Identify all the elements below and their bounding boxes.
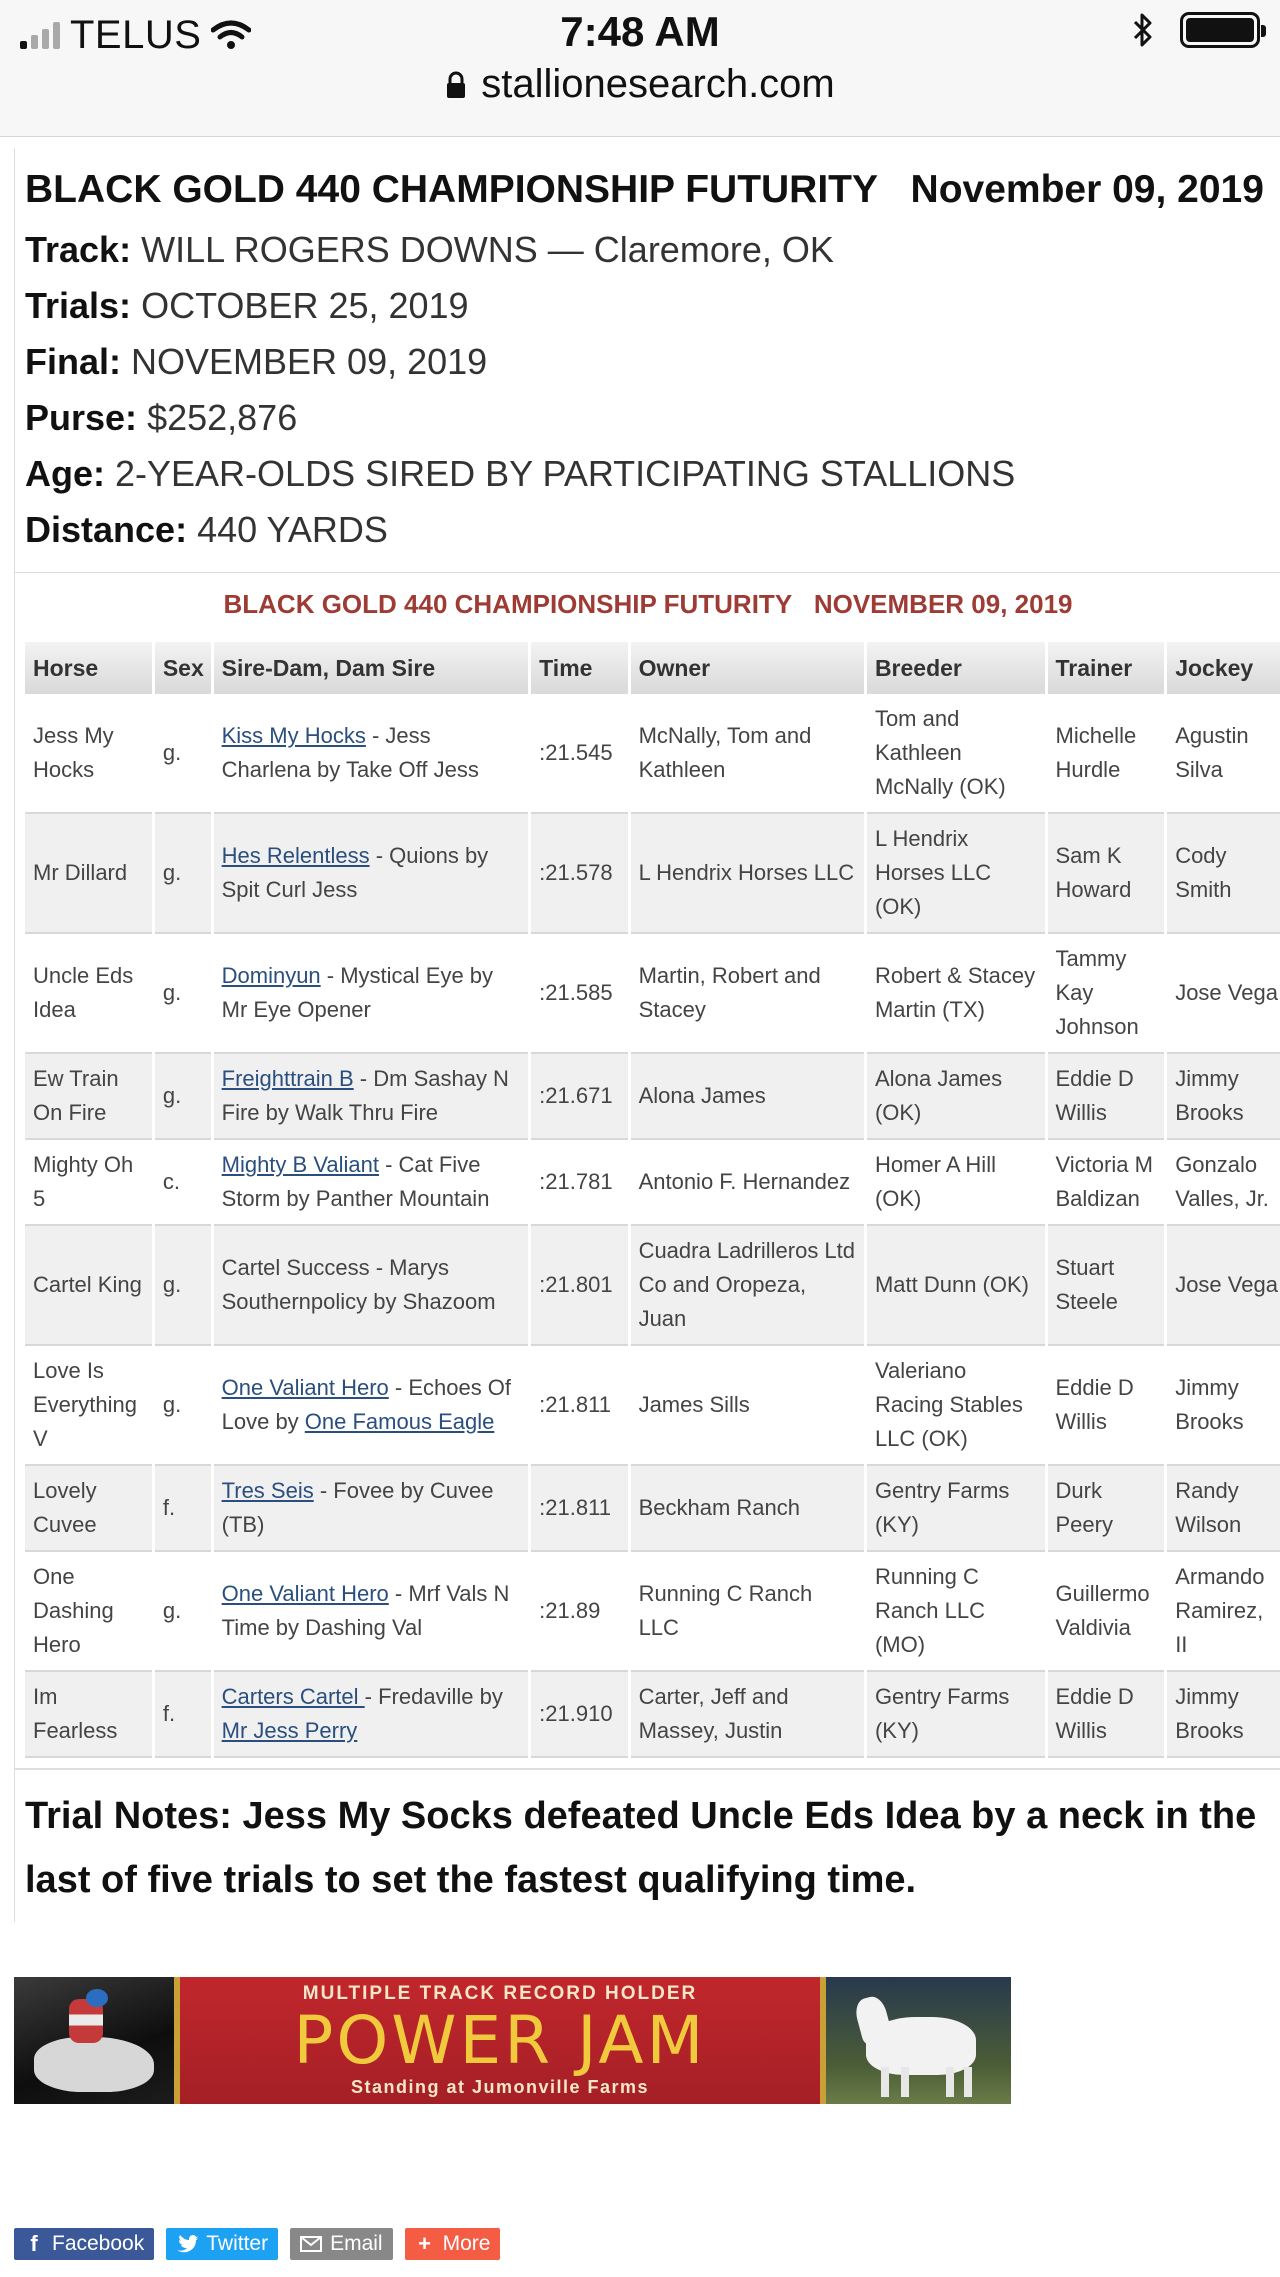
breeder-cell: Homer A Hill (OK) xyxy=(867,1140,1045,1226)
jockey-cell: Armando Ramirez, II xyxy=(1167,1552,1280,1672)
pedigree-cell xyxy=(214,1346,529,1466)
twitter-label: Twitter xyxy=(206,2232,269,2255)
sex-cell: c. xyxy=(155,1140,211,1226)
dam-text: - Echoes Of Love by xyxy=(221,1375,512,1434)
bluetooth-icon xyxy=(1132,12,1154,48)
dam-sire-name: Take Off Jess xyxy=(345,757,479,782)
distance-label: Distance: xyxy=(25,509,188,550)
jockey-cell: Jose Vega xyxy=(1167,1226,1280,1346)
trials-value: OCTOBER 25, 2019 xyxy=(141,285,469,326)
carrier-name: TELUS xyxy=(70,12,202,57)
dam-text: - Marys Southernpolicy by xyxy=(221,1255,450,1314)
more-label: More xyxy=(442,2232,491,2255)
age-label: Age: xyxy=(25,453,105,494)
age-row xyxy=(25,446,1271,502)
trials-label: Trials: xyxy=(25,285,132,326)
table-row xyxy=(25,1054,1280,1140)
pedigree-cell xyxy=(214,1672,529,1758)
final-label: Final: xyxy=(25,341,121,382)
dam-sire-name: Panther Mountain xyxy=(315,1186,490,1211)
breeder-cell: Robert & Stacey Martin (TX) xyxy=(867,934,1045,1054)
owner-cell: McNally, Tom and Kathleen xyxy=(631,694,864,814)
breeder-cell: Valeriano Racing Stables LLC (OK) xyxy=(867,1346,1045,1466)
final-value: NOVEMBER 09, 2019 xyxy=(131,341,488,382)
time-cell: :21.671 xyxy=(531,1054,627,1140)
email-share-button[interactable] xyxy=(290,2228,393,2260)
facebook-icon: f xyxy=(30,2231,38,2256)
time-cell: :21.801 xyxy=(531,1226,627,1346)
table-row xyxy=(25,1140,1280,1226)
horse-cell: Cartel King xyxy=(25,1226,152,1346)
sire-link[interactable]: Freighttrain B xyxy=(221,1066,354,1091)
dam-sire-name: Walk Thru Fire xyxy=(294,1100,439,1125)
column-header: Time xyxy=(531,642,627,694)
horse-cell: Mighty Oh 5 xyxy=(25,1140,152,1226)
column-header: Trainer xyxy=(1048,642,1165,694)
purse-row xyxy=(25,390,1271,446)
column-header: Sex xyxy=(155,642,211,694)
column-header: Horse xyxy=(25,642,152,694)
jockey-cell: Jimmy Brooks xyxy=(1167,1672,1280,1758)
time-cell: :21.89 xyxy=(531,1552,627,1672)
jockey-cell: Jimmy Brooks xyxy=(1167,1054,1280,1140)
pedigree-cell xyxy=(214,814,529,934)
sire-link[interactable]: Hes Relentless xyxy=(221,843,370,868)
sire-link[interactable]: One Valiant Hero xyxy=(221,1375,389,1400)
plus-icon: + xyxy=(418,2231,432,2256)
table-row xyxy=(25,1466,1280,1552)
twitter-icon xyxy=(176,2235,198,2253)
owner-cell: Martin, Robert and Stacey xyxy=(631,934,864,1054)
pedigree-cell xyxy=(214,934,529,1054)
column-header: Jockey xyxy=(1167,642,1280,694)
owner-cell: Alona James xyxy=(631,1054,864,1140)
purse-label: Purse: xyxy=(25,397,138,438)
distance-value: 440 YARDS xyxy=(197,509,388,550)
caption-date: NOVEMBER 09, 2019 xyxy=(813,589,1073,619)
sex-cell: g. xyxy=(155,934,211,1054)
pedigree-cell xyxy=(214,1552,529,1672)
dam-text: - Quions by xyxy=(369,843,489,868)
clock: 7:48 AM xyxy=(560,8,720,55)
twitter-share-button[interactable] xyxy=(166,2228,278,2260)
dam-text: - Fovee by xyxy=(313,1478,430,1503)
trainer-cell: Eddie D Willis xyxy=(1048,1672,1165,1758)
table-row xyxy=(25,694,1280,814)
final-row xyxy=(25,334,1271,390)
dam-sire-name: Shazoom xyxy=(402,1289,496,1314)
horse-cell: One Dashing Hero xyxy=(25,1552,152,1672)
breeder-cell: L Hendrix Horses LLC (OK) xyxy=(867,814,1045,934)
power-jam-ad-banner[interactable] xyxy=(14,1977,1011,2104)
breeder-cell: Tom and Kathleen McNally (OK) xyxy=(867,694,1045,814)
breeder-cell: Gentry Farms (KY) xyxy=(867,1672,1045,1758)
sire-link[interactable]: Mighty B Valiant xyxy=(221,1152,379,1177)
dam-text: - Mystical Eye by xyxy=(320,963,494,988)
dam-sire-name: Cuvee (TB) xyxy=(221,1478,494,1537)
owner-cell: James Sills xyxy=(631,1346,864,1466)
ad-stallion-name: POWER JAM xyxy=(293,2002,707,2079)
table-row xyxy=(25,1552,1280,1672)
dam-text: - Dm Sashay N Fire by xyxy=(221,1066,509,1125)
purse-value: $252,876 xyxy=(147,397,298,438)
ad-top-line: MULTIPLE TRACK RECORD HOLDER xyxy=(302,1983,698,2004)
trainer-cell: Durk Peery xyxy=(1048,1466,1165,1552)
track-value: WILL ROGERS DOWNS — Claremore, OK xyxy=(141,229,834,270)
race-info xyxy=(15,148,1280,568)
pedigree-cell xyxy=(214,1226,529,1346)
sire-name: Cartel Success xyxy=(221,1255,370,1280)
sex-cell: g. xyxy=(155,1346,211,1466)
url-text: stallionesearch.com xyxy=(481,62,835,106)
trainer-cell: Victoria M Baldizan xyxy=(1048,1140,1165,1226)
sex-cell: g. xyxy=(155,814,211,934)
breeder-cell: Matt Dunn (OK) xyxy=(867,1226,1045,1346)
owner-cell: Antonio F. Hernandez xyxy=(631,1140,864,1226)
dam-sire-link[interactable]: One Famous Eagle xyxy=(304,1409,495,1434)
trainer-cell: Sam K Howard xyxy=(1048,814,1165,934)
jockey-cell: Jimmy Brooks xyxy=(1167,1346,1280,1466)
ad-text-panel xyxy=(180,1977,820,2104)
sex-cell: g. xyxy=(155,694,211,814)
dam-text: - Fredaville by xyxy=(364,1684,503,1709)
time-cell: :21.545 xyxy=(531,694,627,814)
column-header: Owner xyxy=(631,642,864,694)
ad-bottom-line: Standing at Jumonville Farms xyxy=(350,2077,650,2097)
dam-sire-link[interactable]: Mr Jess Perry xyxy=(221,1718,358,1743)
results-caption xyxy=(15,573,1280,642)
trials-row xyxy=(25,278,1271,334)
horse-cell: Im Fearless xyxy=(25,1672,152,1758)
race-content xyxy=(14,148,1280,1922)
sire-link[interactable]: Carters Cartel xyxy=(221,1684,365,1709)
table-row xyxy=(25,1672,1280,1758)
white-horse-photo xyxy=(826,1977,1011,2104)
sire-link[interactable]: Kiss My Hocks xyxy=(221,723,366,748)
dam-sire-name: Dashing Val xyxy=(305,1615,423,1640)
breeder-cell: Alona James (OK) xyxy=(867,1054,1045,1140)
owner-cell: L Hendrix Horses LLC xyxy=(631,814,864,934)
track-row xyxy=(25,222,1271,278)
table-row xyxy=(25,814,1280,934)
time-cell: :21.781 xyxy=(531,1140,627,1226)
race-date: November 09, 2019 xyxy=(910,168,1264,211)
email-label: Email xyxy=(330,2232,383,2255)
table-row xyxy=(25,1346,1280,1466)
sire-link[interactable]: One Valiant Hero xyxy=(221,1581,389,1606)
age-value: 2-YEAR-OLDS SIRED BY PARTICIPATING STALLIONS xyxy=(115,453,1016,494)
facebook-label: Facebook xyxy=(52,2232,145,2255)
sire-link[interactable]: Dominyun xyxy=(221,963,321,988)
pedigree-cell xyxy=(214,1054,529,1140)
facebook-share-button[interactable] xyxy=(14,2228,154,2260)
sex-cell: g. xyxy=(155,1552,211,1672)
time-cell: :21.811 xyxy=(531,1346,627,1466)
dam-text: - Cat Five Storm by xyxy=(221,1152,481,1211)
dam-text: - Jess Charlena by xyxy=(221,723,431,782)
breeder-cell: Gentry Farms (KY) xyxy=(867,1466,1045,1552)
trainer-cell: Eddie D Willis xyxy=(1048,1346,1165,1466)
horse-cell: Lovely Cuvee xyxy=(25,1466,152,1552)
pedigree-cell xyxy=(214,694,529,814)
table-row xyxy=(25,1226,1280,1346)
envelope-icon xyxy=(300,2236,322,2252)
pedigree-cell xyxy=(214,1140,529,1226)
share-bar xyxy=(14,2228,500,2260)
owner-cell: Cuadra Ladrilleros Ltd Co and Oropeza, Juan xyxy=(631,1226,864,1346)
race-title xyxy=(25,158,1271,222)
dam-text: - Mrf Vals N Time by xyxy=(221,1581,510,1640)
jockey-cell: Agustin Silva xyxy=(1167,694,1280,814)
time-cell: :21.811 xyxy=(531,1466,627,1552)
owner-cell: Running C Ranch LLC xyxy=(631,1552,864,1672)
distance-row xyxy=(25,502,1271,558)
table-row xyxy=(25,934,1280,1054)
pedigree-cell xyxy=(214,1466,529,1552)
sex-cell: g. xyxy=(155,1226,211,1346)
trainer-cell: Eddie D Willis xyxy=(1048,1054,1165,1140)
lock-icon xyxy=(445,71,467,99)
owner-cell: Beckham Ranch xyxy=(631,1466,864,1552)
dam-sire-name: Mr Eye Opener xyxy=(221,997,371,1022)
battery-icon xyxy=(1180,12,1260,48)
jockey-cell: Randy Wilson xyxy=(1167,1466,1280,1552)
more-share-button[interactable] xyxy=(405,2228,501,2260)
sex-cell: f. xyxy=(155,1466,211,1552)
jockey-cell: Gonzalo Valles, Jr. xyxy=(1167,1140,1280,1226)
race-name: BLACK GOLD 440 CHAMPIONSHIP FUTURITY xyxy=(25,168,879,211)
trial-notes: Trial Notes: Jess My Socks defeated Uncle Eds Idea by a neck in the last of five trials to set the fastest qualifying time. xyxy=(15,1768,1280,1922)
time-cell: :21.910 xyxy=(531,1672,627,1758)
trainer-cell: Guillermo Valdivia xyxy=(1048,1552,1165,1672)
horse-cell: Uncle Eds Idea xyxy=(25,934,152,1054)
column-header: Sire-Dam, Dam Sire xyxy=(214,642,529,694)
owner-cell: Carter, Jeff and Massey, Justin xyxy=(631,1672,864,1758)
time-cell: :21.585 xyxy=(531,934,627,1054)
time-cell: :21.578 xyxy=(531,814,627,934)
horse-cell: Jess My Hocks xyxy=(25,694,152,814)
sex-cell: f. xyxy=(155,1672,211,1758)
track-label: Track: xyxy=(25,229,132,270)
jockey-cell: Jose Vega xyxy=(1167,934,1280,1054)
results-table xyxy=(22,642,1280,1758)
horse-cell: Love Is Everything V xyxy=(25,1346,152,1466)
results-body xyxy=(25,694,1280,1758)
trainer-cell: Stuart Steele xyxy=(1048,1226,1165,1346)
trainer-cell: Michelle Hurdle xyxy=(1048,694,1165,814)
sire-link[interactable]: Tres Seis xyxy=(221,1478,314,1503)
column-header: Breeder xyxy=(867,642,1045,694)
jockey-cell: Cody Smith xyxy=(1167,814,1280,934)
jockey-photo xyxy=(14,1977,174,2104)
breeder-cell: Running C Ranch LLC (MO) xyxy=(867,1552,1045,1672)
horse-cell: Ew Train On Fire xyxy=(25,1054,152,1140)
caption-title: BLACK GOLD 440 CHAMPIONSHIP FUTURITY xyxy=(223,589,793,619)
trainer-cell: Tammy Kay Johnson xyxy=(1048,934,1165,1054)
sex-cell: g. xyxy=(155,1054,211,1140)
ios-status-bar xyxy=(0,0,1280,137)
dam-sire-name: Spit Curl Jess xyxy=(221,877,358,902)
horse-cell: Mr Dillard xyxy=(25,814,152,934)
status-icons xyxy=(1132,12,1260,48)
address-bar[interactable] xyxy=(0,62,1280,107)
table-header-row xyxy=(25,642,1280,694)
